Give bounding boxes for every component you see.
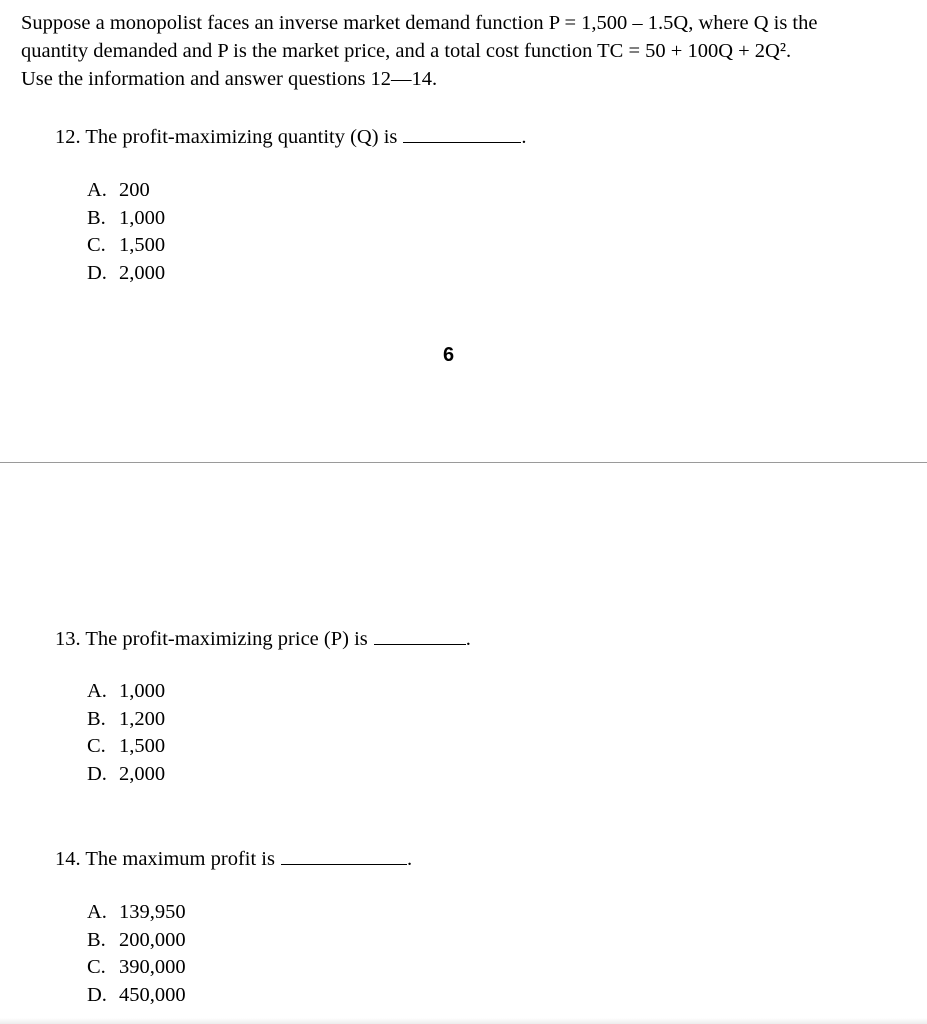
option-text: 1,500 bbox=[119, 234, 166, 257]
option-text: 139,950 bbox=[119, 901, 186, 923]
question-prompt: 13. The profit-maximizing price (P) is bbox=[55, 628, 368, 650]
intro-paragraph bbox=[21, 9, 911, 93]
page-divider bbox=[0, 462, 927, 463]
options-12 bbox=[87, 177, 165, 288]
answer-blank bbox=[374, 624, 466, 645]
option-letter: C. bbox=[87, 735, 106, 758]
option-item bbox=[87, 899, 186, 927]
question-14 bbox=[55, 844, 412, 873]
question-13 bbox=[55, 624, 471, 653]
option-item bbox=[87, 232, 165, 260]
option-text: 1,000 bbox=[119, 680, 166, 702]
question-prompt: 12. The profit-maximizing quantity (Q) is bbox=[55, 126, 398, 148]
question-end: . bbox=[465, 628, 471, 650]
question-end: . bbox=[406, 848, 413, 870]
question-12 bbox=[55, 122, 527, 151]
option-letter: C. bbox=[87, 956, 106, 979]
intro-line: quantity demanded and P is the market price, and a total cost function TC = 50 + 100Q + 2Q². bbox=[21, 40, 792, 62]
option-text: 2,000 bbox=[119, 763, 166, 786]
option-text: 450,000 bbox=[119, 984, 186, 1007]
question-prompt: 14. The maximum profit is bbox=[55, 848, 275, 870]
option-text: 1,000 bbox=[119, 206, 166, 229]
option-item bbox=[87, 706, 165, 734]
option-text: 2,000 bbox=[119, 262, 166, 285]
option-letter: D. bbox=[87, 984, 107, 1007]
bottom-shadow bbox=[0, 1018, 927, 1024]
answer-blank bbox=[281, 844, 407, 865]
option-letter: A. bbox=[87, 901, 107, 923]
option-text: 1,200 bbox=[119, 707, 166, 730]
option-letter: A. bbox=[87, 179, 107, 201]
option-item bbox=[87, 982, 186, 1010]
option-letter: B. bbox=[87, 707, 106, 730]
option-letter: D. bbox=[87, 763, 107, 786]
option-text: 200 bbox=[119, 179, 150, 201]
option-item bbox=[87, 927, 186, 955]
option-letter: C. bbox=[87, 234, 106, 257]
option-item bbox=[87, 678, 165, 706]
option-item bbox=[87, 177, 165, 205]
page-top bbox=[0, 0, 927, 463]
option-text: 390,000 bbox=[119, 956, 186, 979]
option-text: 200,000 bbox=[119, 928, 186, 951]
option-letter: D. bbox=[87, 262, 107, 285]
page-bottom bbox=[0, 464, 927, 1024]
answer-blank bbox=[403, 122, 521, 143]
option-letter: B. bbox=[87, 206, 106, 229]
options-14 bbox=[87, 899, 186, 1010]
option-text: 1,500 bbox=[119, 735, 166, 758]
intro-line: Use the information and answer questions 12—14. bbox=[21, 68, 438, 90]
option-letter: A. bbox=[87, 680, 107, 702]
page-number: 6 bbox=[443, 344, 455, 366]
option-item bbox=[87, 733, 165, 761]
option-item bbox=[87, 260, 165, 288]
option-item bbox=[87, 954, 186, 982]
option-item bbox=[87, 761, 165, 789]
options-13 bbox=[87, 678, 165, 789]
intro-line: Suppose a monopolist faces an inverse market demand function P = 1,500 – 1.5Q, where Q is the bbox=[21, 12, 818, 34]
option-letter: B. bbox=[87, 928, 106, 951]
question-end: . bbox=[521, 126, 527, 148]
option-item bbox=[87, 205, 165, 233]
